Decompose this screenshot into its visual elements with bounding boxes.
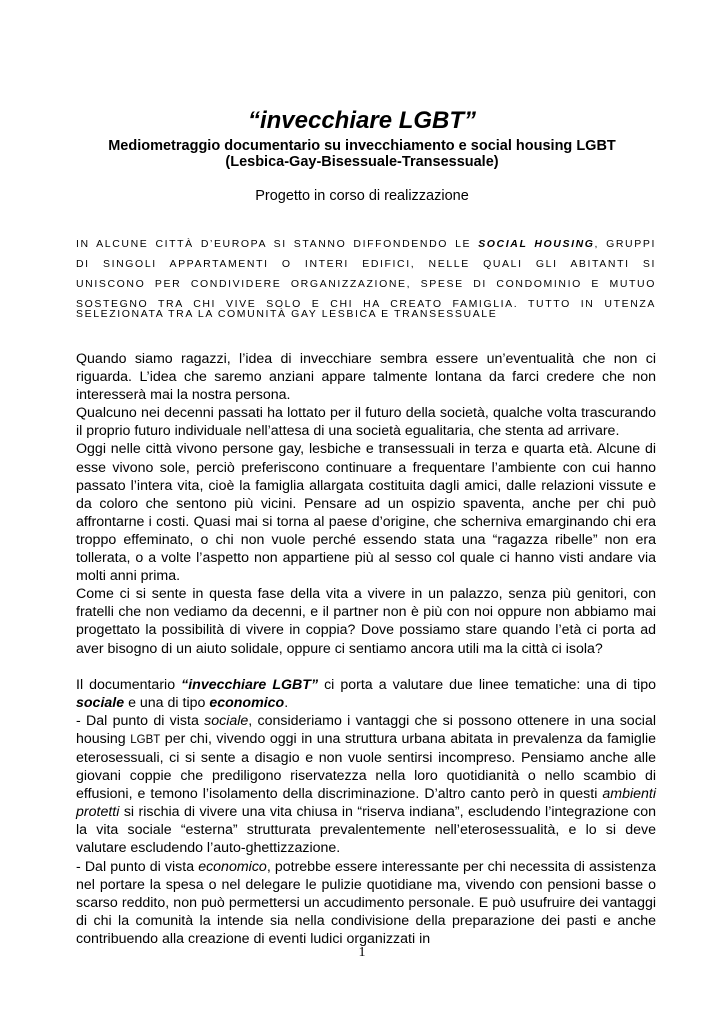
p6-sociale-italic: sociale	[204, 712, 249, 729]
intro-line-5: SELEZIONATA TRA LA COMUNITÀ GAY LESBICA E TRANSESSUALE	[76, 308, 498, 320]
p5-economico-emphasis: economico	[209, 694, 285, 711]
intro-line-1-text: IN ALCUNE CITTÀ D’EUROPA SI STANNO DIFFONDENDO LE	[76, 238, 479, 250]
paragraph-7	[76, 858, 656, 948]
intro-line-4: SOSTEGNO TRA CHI VIVE SOLO E CHI HA CREATO FAMIGLIA. TUTTO IN UTENZA	[76, 298, 656, 310]
intro-line-1	[76, 234, 656, 254]
paragraph-3: Oggi nelle città vivono persone gay, lesbiche e transessuali in terza e quarta età. Alcune di esse vivono sole, perciò preferiscono continuare a frequentare l’ambiente con cui hanno passato l’intera vita, cioè la famiglia allargata costituita dagli amici, dalle relazioni vissute e da coloro che sentono più vicini. Pensare ad un ospizio spaventa, anche per chi può affrontarne i costi. Quasi mai si torna al paese d’origine, che scherniva emarginando chi era troppo effeminato, o chi non vuole perché essendo stata una “ragazza ribelle” non era tollerata, o a volte l’aspetto non appartiene più al sesso col quale ci hanno visti andare via molti anni prima.	[76, 441, 656, 585]
p7-economico-italic: economico	[198, 858, 267, 875]
intro-line-1-end: , GRUPPI	[594, 238, 656, 250]
p6-text-g: si rischia di vivere una vita chiusa in “riserva indiana”, escludendo l’integrazione con la vita sociale “esterna” strutturata prevalentemente nell’eterosessualità, e lo si deve valutare escludendo l’auto-ghettizzazione.	[76, 804, 656, 857]
p6-text-c: , consideriamo i vantaggi che si possono ottenere in una social housing	[76, 712, 656, 747]
paragraph-5	[76, 676, 656, 712]
p5-title-emphasis: “invecchiare LGBT”	[181, 676, 319, 693]
paragraph-2: Qualcuno nei decenni passati ha lottato per il futuro della società, qualche volta trascurando il proprio futuro individuale nell’attesa di una società egualitaria, che stenta ad arrivare.	[76, 405, 656, 440]
p5-sociale-emphasis: sociale	[76, 694, 125, 711]
p7-text-a: - Dal punto di vista	[76, 858, 199, 875]
intro-line-2: DI SINGOLI APPARTAMENTI O INTERI EDIFICI, NELLE QUALI GLI ABITANTI SI	[76, 258, 656, 270]
p6-lgbt-smallcaps: LGBT	[130, 733, 161, 746]
document-subtitle-line2: (Lesbica-Gay-Bisessuale-Transessuale)	[225, 154, 499, 170]
page-number: 1	[358, 945, 366, 960]
paragraph-6	[76, 712, 656, 858]
p6-ambienti-protetti-italic: ambienti protetti	[76, 786, 656, 821]
p5-text-a: Il documentario	[76, 676, 182, 693]
p5-text-c: ci porta a valutare due linee tematiche: una di tipo	[318, 676, 656, 693]
p7-text-c: , potrebbe essere interessante per chi necessita di assistenza nel portare la spesa o nel delegare le pulizie quotidiane ma, vivendo con pensioni basse o scarso reddito, non può permettersi un accudimento personale. E può usufruire dei vantaggi di chi la comunità la intende sia nella condivisione della preparazione dei pasti e anche contribuendo alla creazione di eventi ludici organizzati in	[76, 858, 656, 947]
paragraph-1: Quando siamo ragazzi, l’idea di invecchiare sembra essere un’eventualità che non ci riguarda. L’idea che saremo anziani appare talmente lontana da farci credere che non interesserà mai la nostra persona.	[76, 351, 656, 404]
p6-text-a: - Dal punto di vista	[76, 712, 205, 729]
project-status: Progetto in corso di realizzazione	[255, 188, 469, 204]
document-title: “invecchiare LGBT”	[247, 107, 477, 134]
paragraph-spacer	[76, 658, 656, 676]
body-text	[76, 350, 656, 948]
paragraph-4: Come ci si sente in questa fase della vita a vivere in un palazzo, senza più genitori, con fratelli che non vediamo da decenni, e il partner non è più con noi oppure non abbiamo mai progettato la possibilità di vivere in coppia? Dove possiamo stare quando l’età ci porta ad aver bisogno di un aiuto solidale, oppure ci sentiamo ancora utili ma la città ci isola?	[76, 586, 656, 657]
p5-text-e: e una di tipo	[124, 694, 210, 711]
document-subtitle-line1: Mediometraggio documentario su invecchiamento e social housing LGBT	[108, 138, 616, 154]
p6-text-e: per chi, vivendo oggi in una struttura urbana abitata in prevalenza da famiglie eterosessuali, ci si sente a disagio e non vuole sentirsi incompreso. Pensiamo anche alle giovani coppie che prediligono riservatezza nella loro quotidianità o nello scambio di effusioni, e temono l’isolamento della discriminazione. D’altro canto però in questi	[76, 730, 657, 803]
p5-text-g: .	[284, 694, 289, 711]
intro-line-3: UNISCONO PER CONDIVIDERE ORGANIZZAZIONE, SPESE DI CONDOMINIO E MUTUO	[76, 278, 656, 290]
intro-social-housing-emphasis: SOCIAL HOUSING	[478, 238, 595, 250]
